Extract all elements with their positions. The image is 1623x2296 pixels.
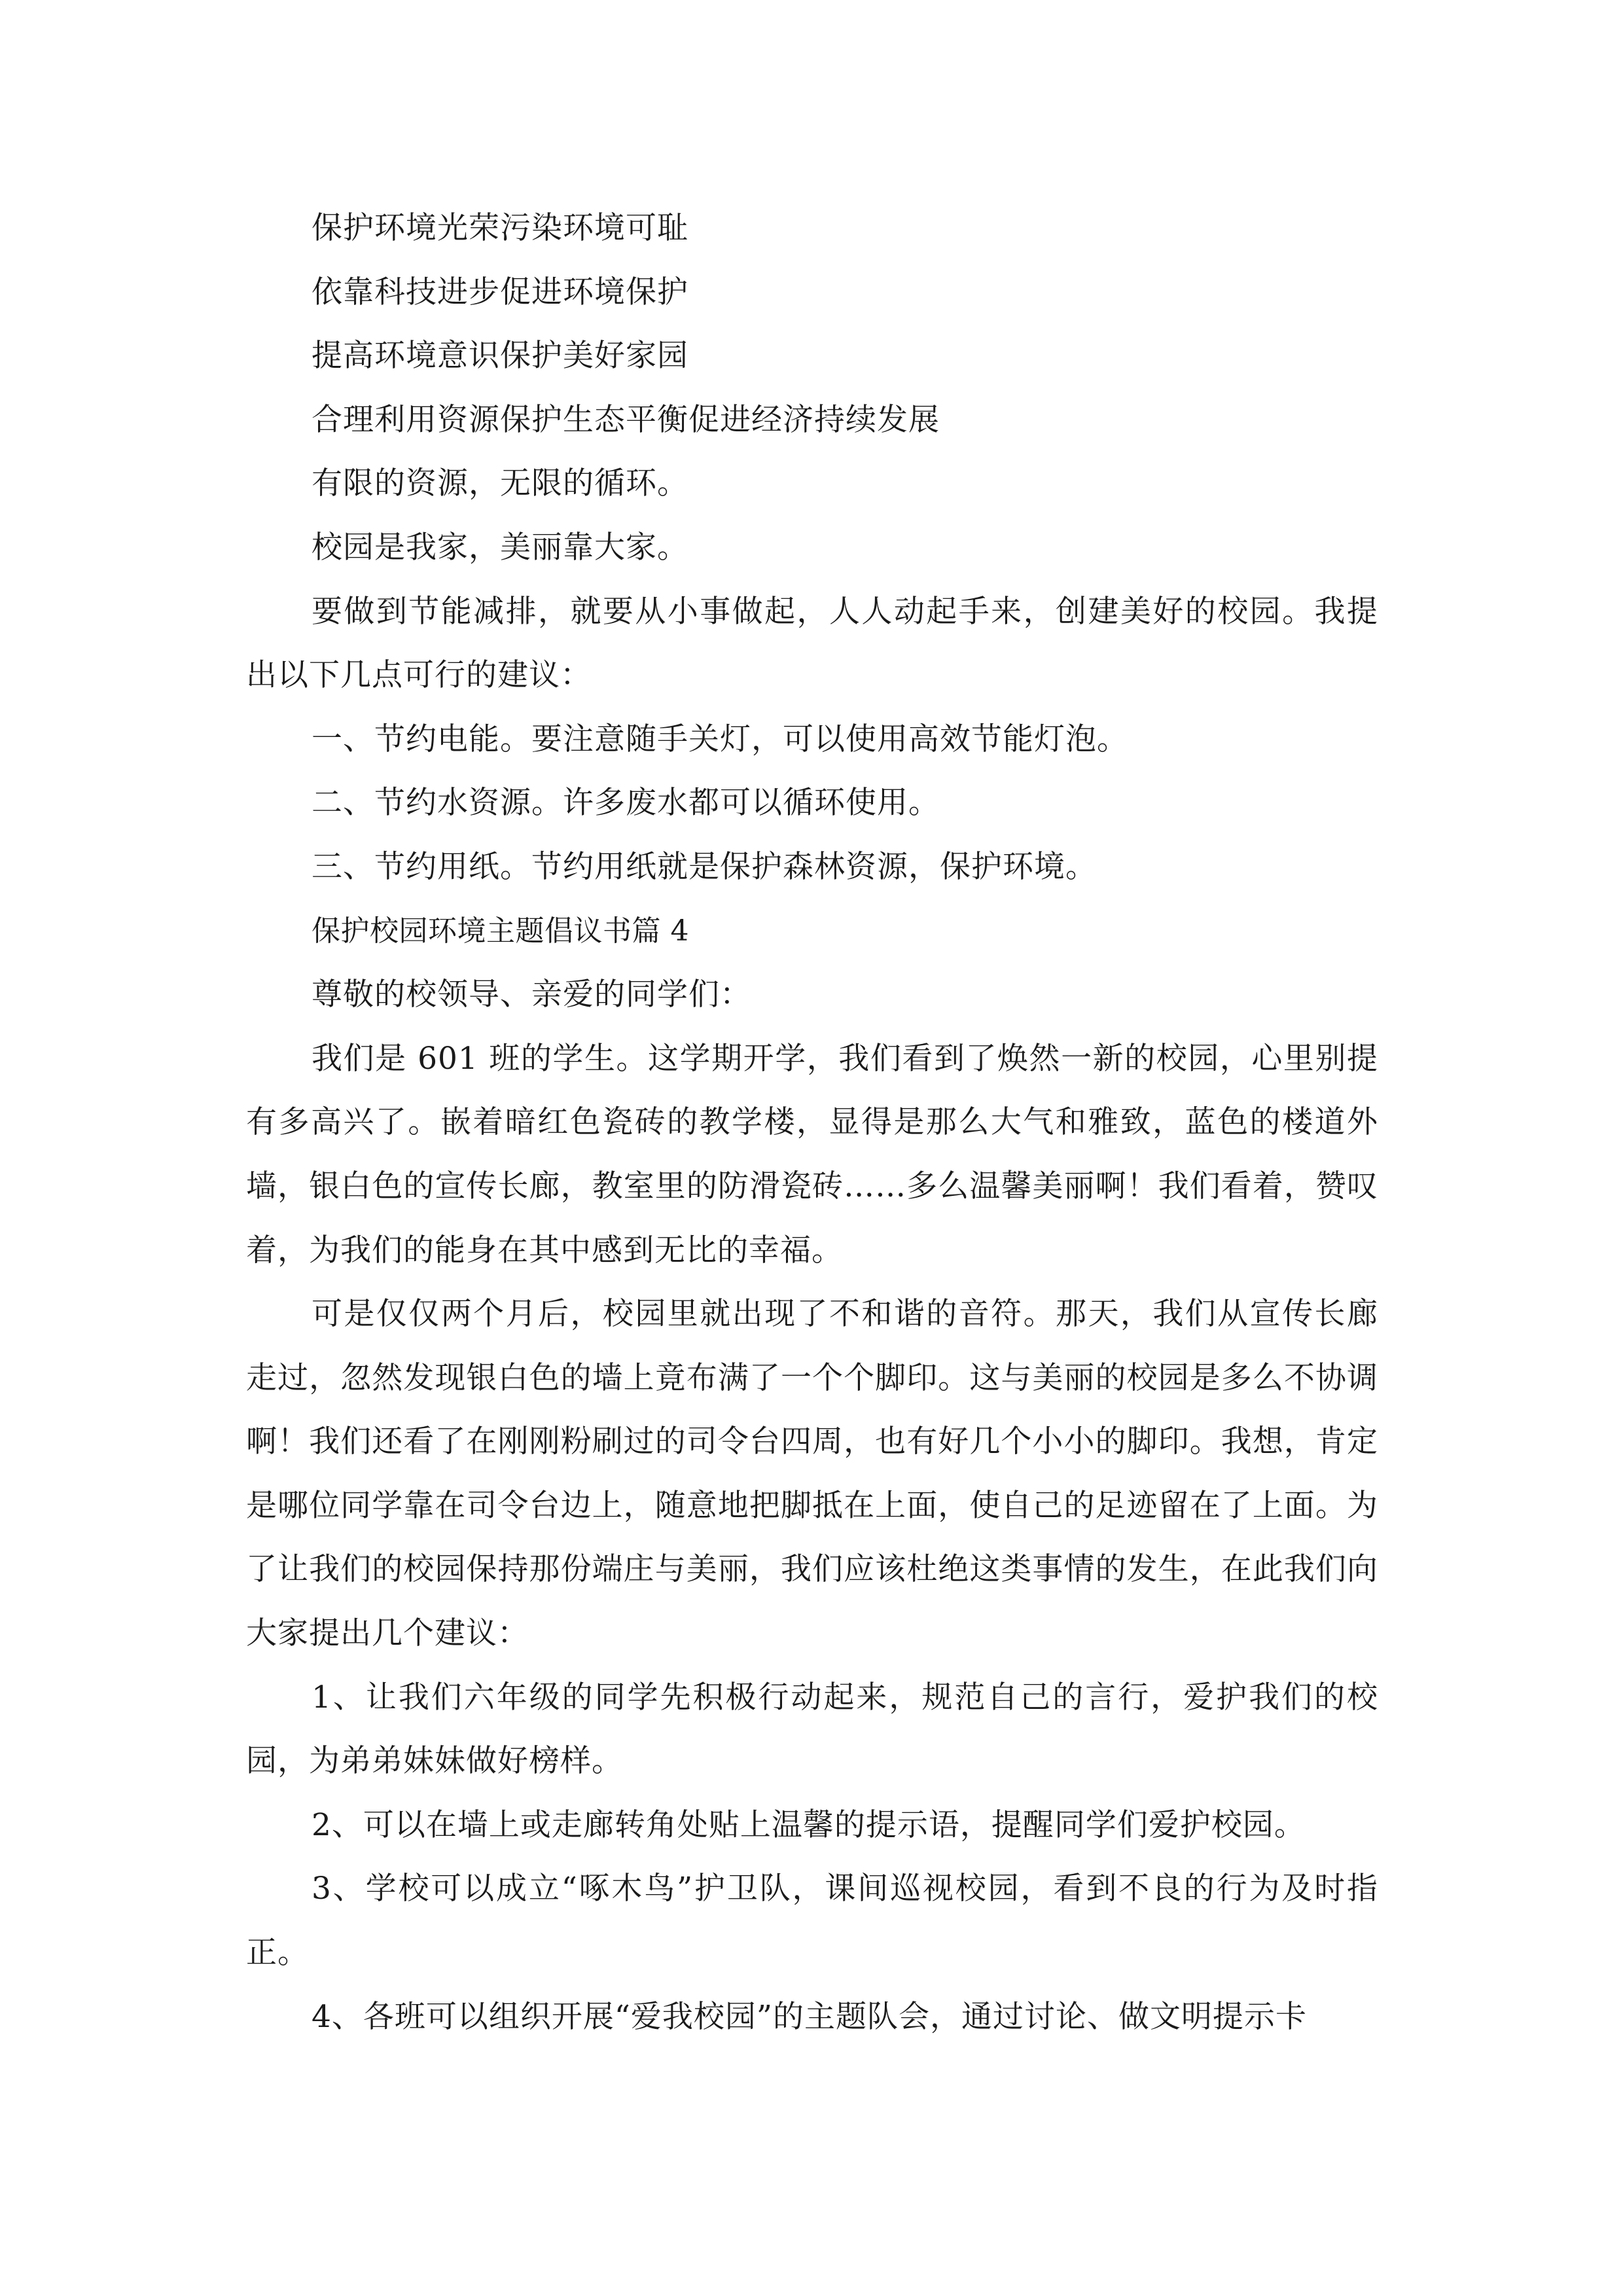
- slogan-line: 提高环境意识保护美好家园: [312, 338, 688, 374]
- suggestion-item: 一、节约电能。要注意随手关灯，可以使用高效节能灯泡。: [312, 721, 1128, 757]
- suggestion-item: 三、节约用纸。节约用纸就是保护森林资源，保护环境。: [312, 848, 1097, 885]
- document-body: [246, 196, 1378, 2049]
- body-paragraph: 可是仅仅两个月后，校园里就出现了不和谐的音符。那天，我们从宣传长廊走过，忽然发现银白色的墙上竟布满了一个个脚印。这与美丽的校园是多么不协调啊！我们还看了在刚刚粉刷过的司令台四周，也有好几个小小的脚印。我想，肯定是哪位同学靠在司令台边上，随意地把脚抵在上面，使自己的足迹留在了上面。为了让我们的校园保持那份端庄与美丽，我们应该杜绝这类事情的发生，在此我们向大家提出几个建议：: [246, 1296, 1378, 1652]
- slogan-line: 有限的资源，无限的循环。: [312, 465, 688, 502]
- slogan-line: 保护环境光荣污染环境可耻: [312, 210, 688, 246]
- salutation: 尊敬的校领导、亲爱的同学们：: [312, 977, 751, 1013]
- section-heading: 保护校园环境主题倡议书篇 4: [312, 914, 689, 948]
- suggestion-item: 二、节约水资源。许多废水都可以循环使用。: [312, 785, 940, 821]
- body-paragraph: 要做到节能减排，就要从小事做起，人人动起手来，创建美好的校园。我提出以下几点可行的建议：: [246, 593, 1378, 694]
- slogan-line: 依靠科技进步促进环境保护: [312, 274, 688, 310]
- body-paragraph: 我们是 601 班的学生。这学期开学，我们看到了焕然一新的校园，心里别提有多高兴了。嵌着暗红色瓷砖的教学楼，显得是那么大气和雅致，蓝色的楼道外墙，银白色的宣传长廊，教室里的防滑瓷砖……多么温馨美丽啊！我们看着，赞叹着，为我们的能身在其中感到无比的幸福。: [246, 1040, 1378, 1268]
- suggestion-item: 4、各班可以组织开展“爱我校园”的主题队会，通过讨论、做文明提示卡: [312, 1998, 1307, 2035]
- suggestion-item: 1、让我们六年级的同学先积极行动起来，规范自己的言行，爱护我们的校园，为弟弟妹妹做好榜样。: [246, 1679, 1378, 1780]
- slogan-line: 校园是我家，美丽靠大家。: [312, 529, 688, 565]
- slogan-line: 合理利用资源保护生态平衡促进经济持续发展: [312, 401, 940, 438]
- suggestion-item: 2、可以在墙上或走廊转角处贴上温馨的提示语，提醒同学们爱护校园。: [312, 1806, 1306, 1843]
- suggestion-item: 3、学校可以成立“啄木鸟”护卫队，课间巡视校园，看到不良的行为及时指正。: [246, 1871, 1378, 1971]
